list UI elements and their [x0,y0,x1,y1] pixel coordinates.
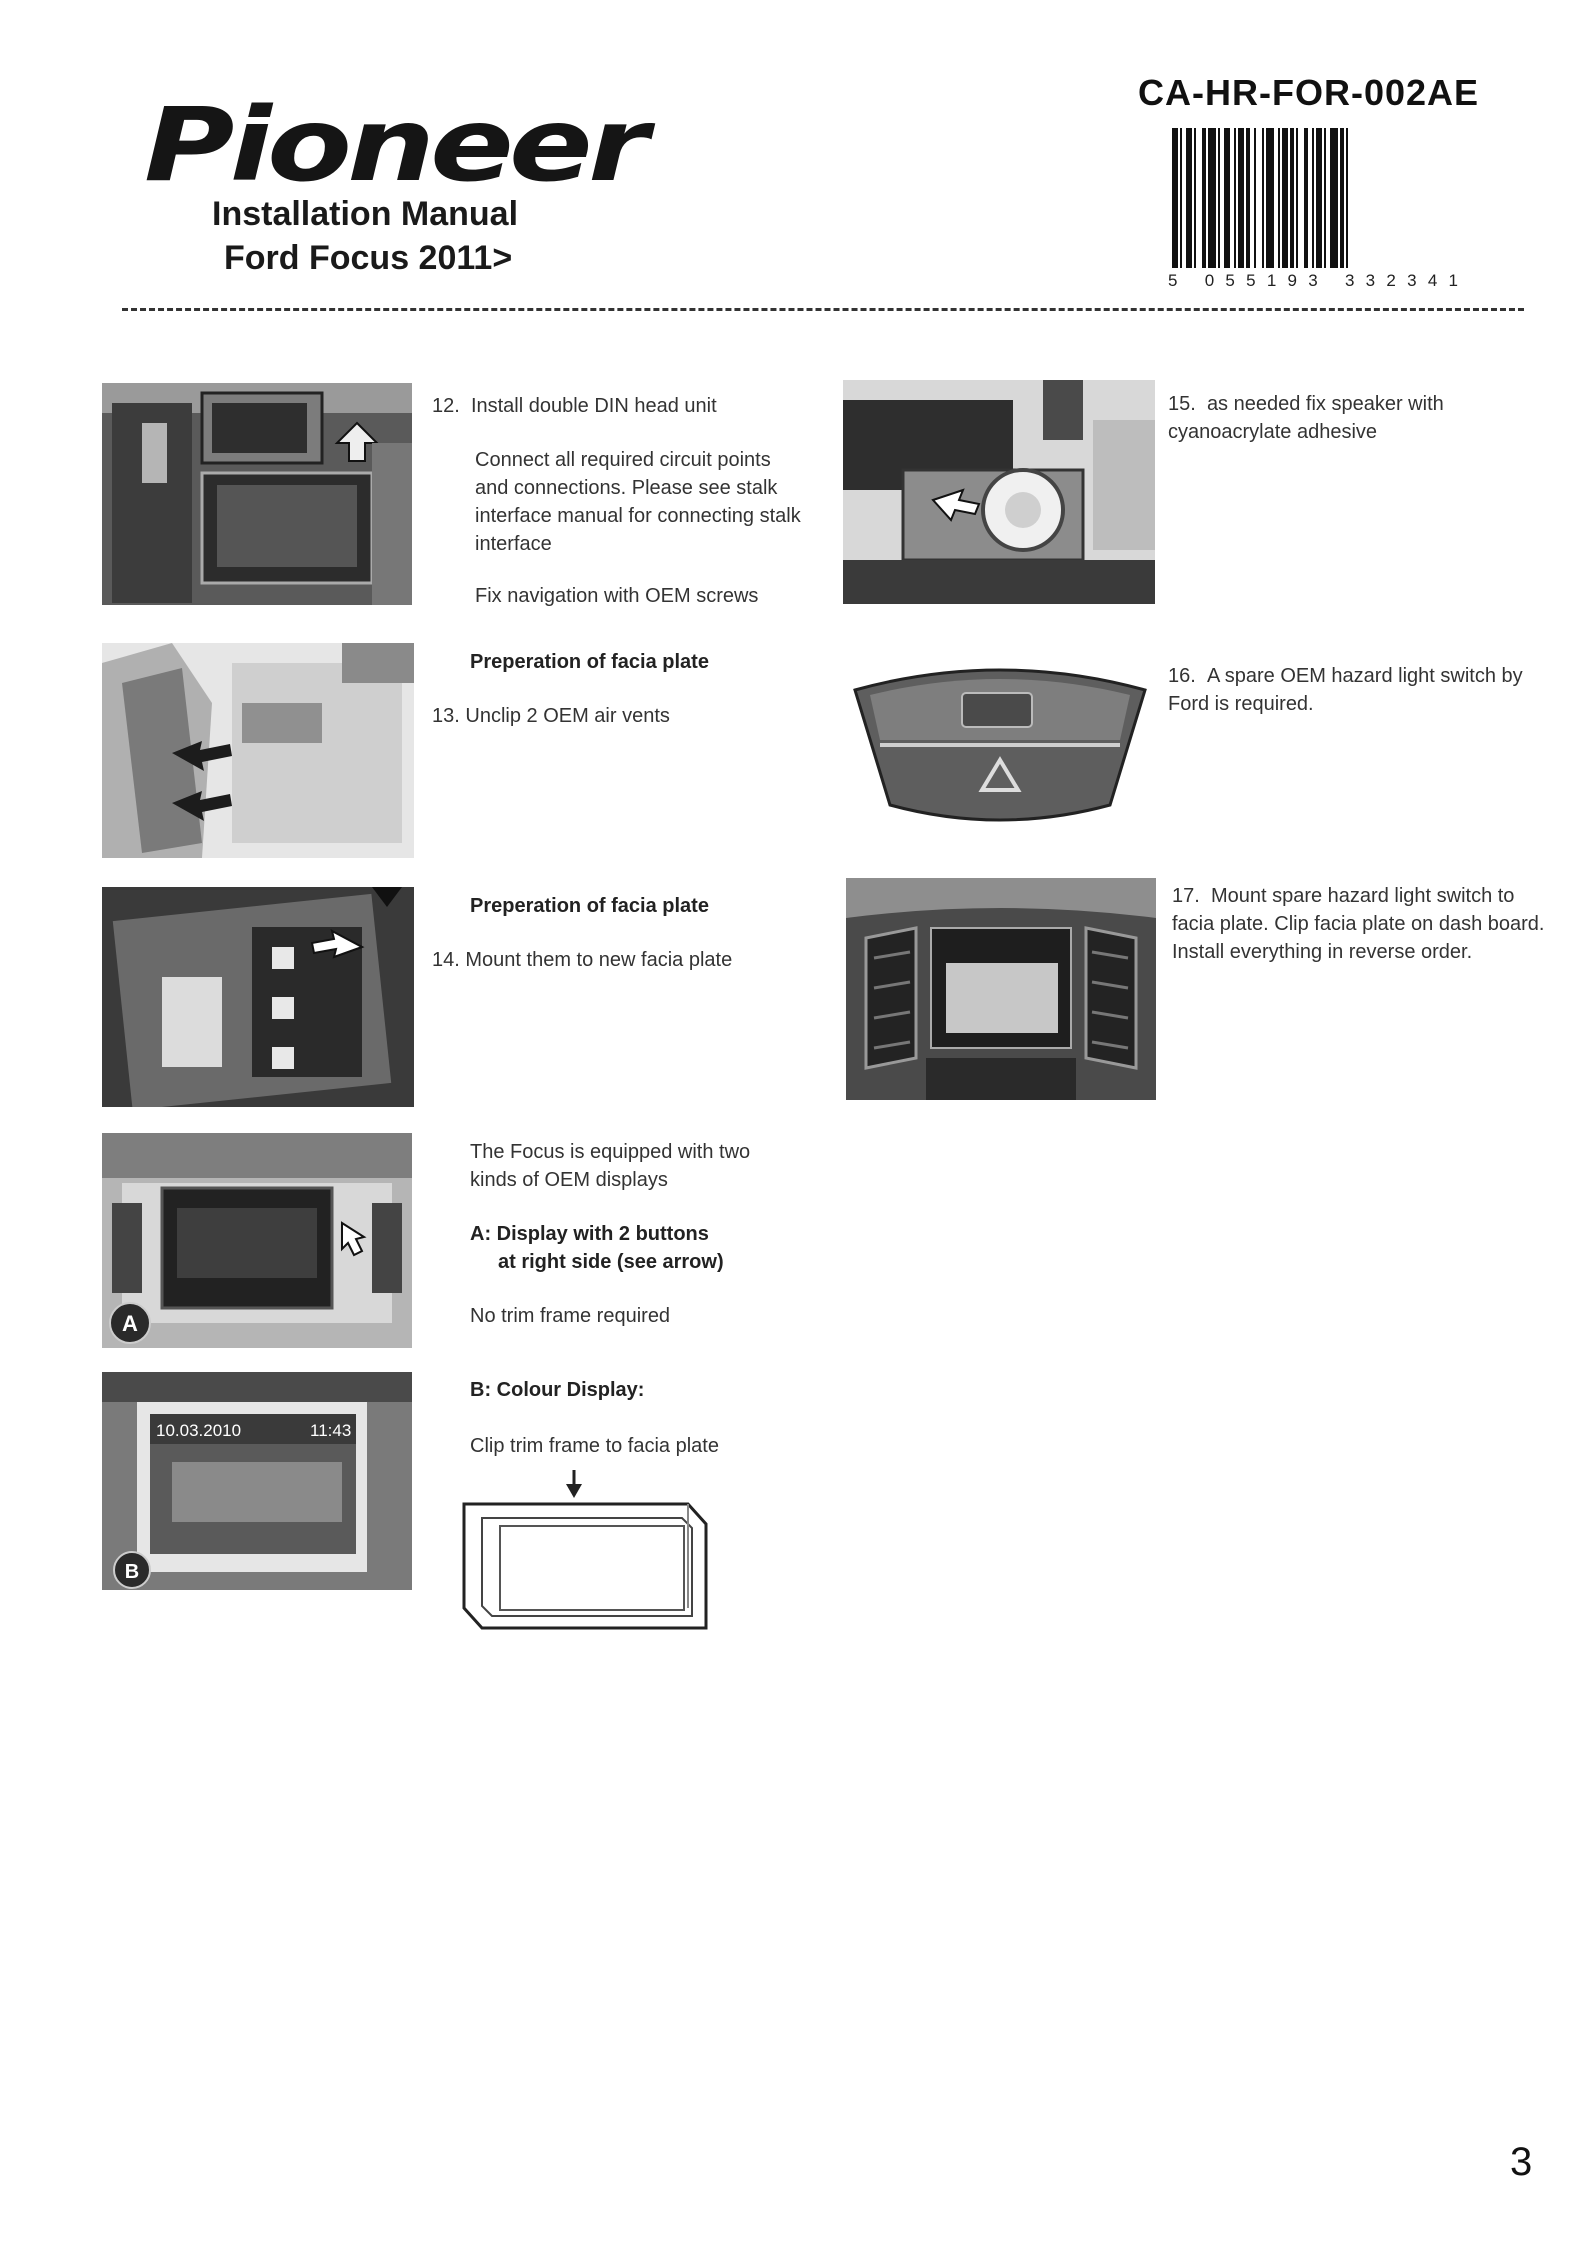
barcode-bar [1296,128,1298,268]
step-12-screws-text: Fix navigation with OEM screws [475,585,759,607]
step-14-heading: Preperation of facia plate [470,895,709,917]
page-number: 3 [1510,2140,1533,2184]
step-15-body: as needed fix speaker with cyanoacrylate adhesive [1168,393,1444,443]
manual-title-line1: Installation Manual [212,195,519,233]
step-15-text [1168,390,1498,446]
document-number: CA-HR-FOR-002AE [1138,72,1480,113]
manual-title-line2: Ford Focus 2011> [224,239,513,277]
trim-frame-drawing [456,1468,716,1638]
display-a-badge: A [122,1311,138,1336]
pioneer-logo [138,92,658,202]
barcode-bar [1194,128,1196,268]
step-13-body: Unclip 2 OEM air vents [465,705,670,727]
barcode-bar [1224,128,1230,268]
display-b-badge: B [124,1561,140,1583]
barcode-bar [1346,128,1348,268]
step-14-number: 14. [432,949,460,971]
barcode-bar [1262,128,1264,268]
barcode-bar [1266,128,1274,268]
barcode [1168,128,1472,293]
step-16-photo [850,655,1150,825]
barcode-bar [1180,128,1182,268]
header-divider [122,308,1524,311]
barcode-bar [1234,128,1236,268]
display-a-heading-line1: A: Display with 2 buttons [470,1223,709,1245]
step-16-text [1168,662,1538,718]
display-b-screen-time: 11:43 [310,1421,352,1440]
step-17-photo [846,878,1156,1100]
barcode-digits: 5 055193 332341 [1168,271,1458,290]
step-17-body: Mount spare hazard light switch to facia plate. Clip facia plate on dash board. Install everything in reverse order. [1172,885,1545,963]
barcode-bar [1218,128,1220,268]
step-12-title-text: Install double DIN head unit [470,395,717,417]
display-a-photo [102,1133,412,1348]
down-arrow-icon [566,1470,582,1498]
step-13-heading: Preperation of facia plate [470,651,709,673]
step-12-number: 12. [432,395,460,417]
displays-intro-text: The Focus is equipped with two kinds of OEM displays [470,1141,751,1191]
barcode-bar [1282,128,1288,268]
step-15-photo [843,380,1155,604]
step-13-text [432,702,670,730]
step-13-number: 13. [432,705,460,727]
barcode-bar [1254,128,1256,268]
barcode-bar [1238,128,1244,268]
barcode-bar [1312,128,1314,268]
barcode-bar [1304,128,1308,268]
barcode-bar [1246,128,1250,268]
step-14-body: Mount them to new facia plate [465,949,733,971]
barcode-bar [1278,128,1280,268]
barcode-bar [1172,128,1178,268]
barcode-bar [1208,128,1216,268]
pioneer-logo-text: Pioneer [144,92,656,202]
step-16-number: 16. [1168,665,1196,687]
manual-title [212,192,518,280]
step-16-body: A spare OEM hazard light switch by Ford is required. [1168,665,1523,715]
display-a-heading [470,1220,724,1276]
step-12-text: Connect all required circuit points and connections. Please see stalk interface manual for connecting stalk interface [475,449,801,555]
step-14-photo [102,887,414,1107]
step-12-photo [102,383,412,605]
display-a-text: No trim frame required [470,1305,671,1327]
barcode-bar [1202,128,1206,268]
step-12-title [432,392,717,420]
barcode-bar [1340,128,1344,268]
step-17-number: 17. [1172,885,1200,907]
display-b-photo [102,1372,412,1590]
step-13-photo [102,643,414,858]
barcode-bar [1316,128,1322,268]
step-15-number: 15. [1168,393,1196,415]
display-b-heading: B: Colour Display: [470,1379,645,1401]
barcode-bar [1324,128,1326,268]
barcode-bar [1290,128,1294,268]
barcode-bar [1186,128,1192,268]
step-17-text [1172,882,1552,966]
step-14-text [432,946,732,974]
display-b-text: Clip trim frame to facia plate [470,1435,719,1457]
display-a-heading-line2: at right side (see arrow) [498,1251,724,1273]
barcode-bar [1330,128,1338,268]
display-b-screen-date: 10.03.2010 [156,1421,242,1440]
